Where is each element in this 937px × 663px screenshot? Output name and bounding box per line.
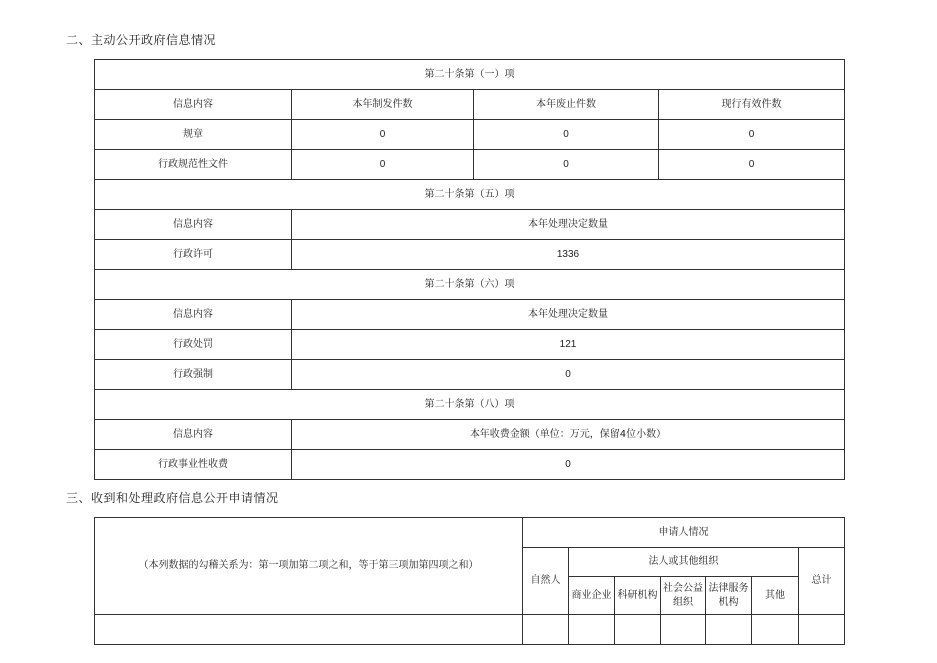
row-label: 行政许可 (95, 240, 292, 270)
table-cell (752, 615, 799, 645)
column-header: 信息内容 (95, 300, 292, 330)
column-header: 本年处理决定数量 (292, 300, 845, 330)
row-label: 行政强制 (95, 360, 292, 390)
section-header: 第二十条第（一）项 (95, 60, 845, 90)
column-header: 法律服务机构 (706, 577, 752, 615)
column-header: 本年制发件数 (292, 90, 474, 120)
proactive-disclosure-table (94, 59, 845, 480)
row-label: 行政事业性收费 (95, 450, 292, 480)
section-header: 第二十条第（五）项 (95, 180, 845, 210)
legal-org-header: 法人或其他组织 (569, 548, 799, 577)
column-header: 科研机构 (615, 577, 661, 615)
column-header: 信息内容 (95, 420, 292, 450)
table-cell: 0 (292, 150, 474, 180)
table-row (95, 150, 845, 180)
column-header: 现行有效件数 (659, 90, 845, 120)
table-row (95, 518, 845, 548)
column-header: 本年废止件数 (474, 90, 659, 120)
table-cell (523, 615, 569, 645)
table-cell (706, 615, 752, 645)
column-header: 商业企业 (569, 577, 615, 615)
natural-person-header: 自然人 (523, 548, 569, 615)
table-row (95, 330, 845, 360)
section-header: 第二十条第（六）项 (95, 270, 845, 300)
table-row (95, 450, 845, 480)
section2-title: 二、主动公开政府信息情况 (66, 33, 217, 47)
table-row (95, 180, 845, 210)
row-label: 行政处罚 (95, 330, 292, 360)
column-header: 信息内容 (95, 210, 292, 240)
table-row (95, 120, 845, 150)
table-cell: 0 (292, 120, 474, 150)
section3-title: 三、收到和处理政府信息公开申请情况 (66, 491, 279, 505)
table-row (95, 270, 845, 300)
applicant-header: 申请人情况 (523, 518, 845, 548)
table-cell: 0 (292, 360, 845, 390)
table-cell: 0 (659, 120, 845, 150)
table-row (95, 210, 845, 240)
table-cell (569, 615, 615, 645)
column-header: 本年处理决定数量 (292, 210, 845, 240)
row-label: 行政规范性文件 (95, 150, 292, 180)
table-cell (615, 615, 661, 645)
table-cell (95, 615, 523, 645)
total-header: 总计 (799, 548, 845, 615)
table-row (95, 60, 845, 90)
table-cell: 0 (292, 450, 845, 480)
column-header: 本年收费金额（单位：万元，保留4位小数） (292, 420, 845, 450)
column-header: 信息内容 (95, 90, 292, 120)
table-row (95, 300, 845, 330)
table-row (95, 240, 845, 270)
table-cell: 121 (292, 330, 845, 360)
table-cell: 0 (659, 150, 845, 180)
table-note: （本列数据的勾稽关系为：第一项加第二项之和，等于第三项加第四项之和） (95, 518, 523, 615)
table-row (95, 390, 845, 420)
column-header: 其他 (752, 577, 799, 615)
table-cell (799, 615, 845, 645)
table-cell: 1336 (292, 240, 845, 270)
application-table (94, 517, 845, 645)
section-header: 第二十条第（八）项 (95, 390, 845, 420)
table-row (95, 420, 845, 450)
table-cell: 0 (474, 120, 659, 150)
table-row (95, 615, 845, 645)
table-cell: 0 (474, 150, 659, 180)
column-header: 社会公益组织 (661, 577, 706, 615)
table-row (95, 360, 845, 390)
row-label: 规章 (95, 120, 292, 150)
table-cell (661, 615, 706, 645)
table-row (95, 90, 845, 120)
